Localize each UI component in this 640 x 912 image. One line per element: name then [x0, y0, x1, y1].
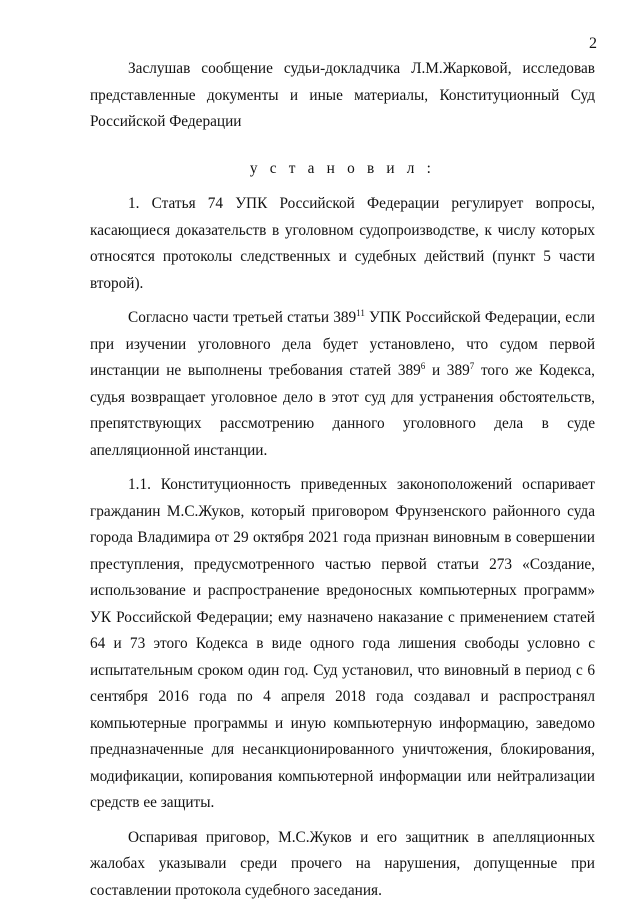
paragraph-appeal: Оспаривая приговор, М.С.Жуков и его защитник в апелляционных жалобах указывали среди прочего на нарушения, допущенные при составлении протокола судебного заседания. — [90, 828, 595, 899]
superscript-6: 6 — [420, 360, 426, 371]
paragraph-2-text-d: того же Кодекса, судья возвращает уголовное дело в этот суд для устранения обстоятельств, препятствующих рассмотрению данного уголовного дела в суде апелляционной инстанции. — [90, 362, 595, 459]
paragraph-2-text-a: Согласно части третьей статьи 389 — [128, 309, 357, 326]
page-number: 2 — [589, 35, 597, 52]
document-body — [90, 56, 595, 912]
intro-paragraph: Заслушав сообщение судьи-докладчика Л.М.Жарковой, исследовав представленные документы и иные материалы, Конституционный Суд Российской Федерации — [90, 60, 595, 130]
ruling-heading: у с т а н о в и л : — [249, 159, 436, 177]
superscript-11: 11 — [356, 307, 365, 318]
paragraph-1: 1. Статья 74 УПК Российской Федерации регулирует вопросы, касающиеся доказательств в уголовном судопроизводстве, к числу которых относятся протоколы следственных и судебных действий (пункт 5 части второй). — [90, 195, 595, 292]
paragraph-2-text-c: и 389 — [425, 362, 470, 379]
paragraph-2-text-b: УПК Российской Федерации, если при изучении уголовного дела будет установлено, что судом первой инстанции не выполнены требования статей 389 — [90, 309, 595, 379]
superscript-7: 7 — [469, 360, 475, 371]
paragraph-2 — [90, 305, 595, 464]
paragraph-1-1: 1.1. Конституционность приведенных законоположений оспаривает гражданин М.С.Жуков, который приговором Фрунзенского районного суда города Владимира от 29 октября 2021 года признан виновным в совершении преступления, предусмотренного частью первой статьи 273 «Создание, использование и распространение вредоносных компьютерных программ» УК Российской Федерации; ему назначено наказание с применением статей 64 и 73 этого Кодекса в виде одного года лишения свободы условно с испытательным сроком один год. Суд установил, что виновный в период с 6 сентября 2016 года по 4 апреля 2018 года создавал и распространял компьютерные программы и иную компьютерную информацию, заведомо предназначенные для несанкционированного уничтожения, блокирования, модификации, копирования компьютерной информации или нейтрализации средств ее защиты. — [90, 476, 595, 811]
